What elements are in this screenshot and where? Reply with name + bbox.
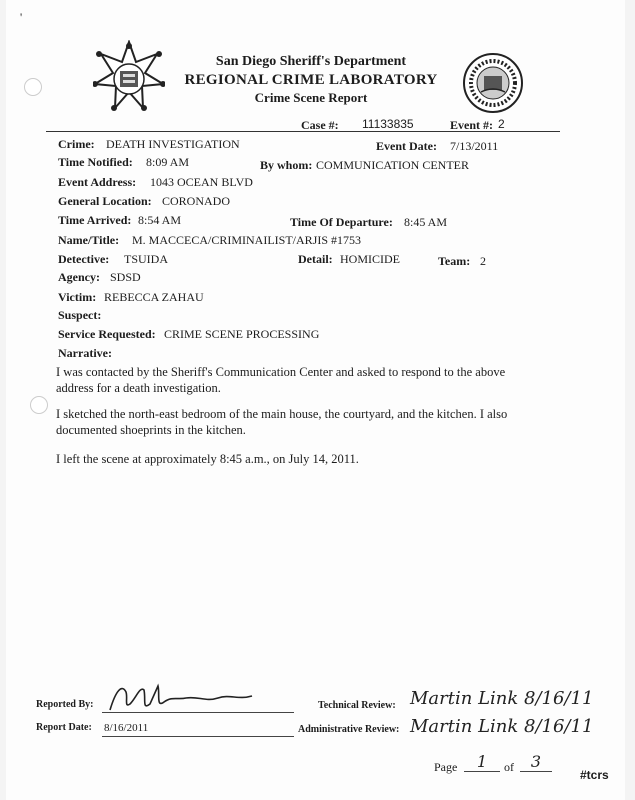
detective-value: TSUIDA	[124, 252, 168, 266]
time-departure-value: 8:45 AM	[404, 215, 448, 229]
time-notified-value: 8:09 AM	[146, 155, 190, 169]
punch-hole-middle	[30, 396, 48, 414]
technical-review-label: Technical Review:	[318, 700, 396, 711]
reported-by-signature	[106, 680, 256, 716]
case-label: Case #:	[301, 118, 339, 132]
time-arrived-label: Time Arrived:	[58, 213, 132, 227]
suspect-label: Suspect:	[58, 308, 102, 322]
event-address-label: Event Address:	[58, 175, 137, 189]
technical-review-signature: Martin Link 8/16/11	[410, 688, 594, 709]
name-title-value: M. MACCECA/CRIMINAILIST/ARJIS #1753	[132, 233, 362, 247]
time-arrived-value: 8:54 AM	[138, 213, 182, 227]
by-whom-value: COMMUNICATION CENTER	[316, 158, 469, 172]
narrative-label: Narrative:	[58, 346, 112, 360]
reported-by-label: Reported By:	[36, 699, 94, 710]
event-date-label: Event Date:	[376, 139, 437, 153]
report-page	[6, 0, 625, 800]
detective-label: Detective:	[58, 252, 110, 266]
team-label: Team:	[438, 254, 471, 268]
name-title-label: Name/Title:	[58, 233, 120, 247]
page-total: 3	[520, 752, 552, 772]
victim-value: REBECCA ZAHAU	[104, 290, 204, 304]
crime-label: Crime:	[58, 137, 95, 151]
time-departure-label: Time Of Departure:	[290, 215, 393, 229]
administrative-review-label: Administrative Review:	[298, 724, 400, 735]
event-number: 2	[498, 117, 505, 131]
punch-hole-top	[24, 78, 42, 96]
event-date-value: 7/13/2011	[450, 139, 499, 153]
page-label: Page	[434, 760, 458, 774]
event-address-value: 1043 OCEAN BLVD	[150, 175, 253, 189]
department-title: San Diego Sheriff's Department	[215, 54, 407, 69]
header-rule	[46, 131, 560, 132]
report-date-value: 8/16/2011	[104, 722, 149, 734]
detail-value: HOMICIDE	[340, 252, 400, 266]
victim-label: Victim:	[58, 290, 97, 304]
detail-label: Detail:	[298, 252, 333, 266]
narrative-paragraph: I sketched the north-east bedroom of the main house, the courtyard, and the kitchen. I also documented shoeprints in the kitchen.	[56, 407, 508, 437]
page-number: 1	[464, 752, 500, 772]
team-value: 2	[480, 254, 486, 268]
general-location-value: CORONADO	[162, 194, 231, 208]
event-number-label: Event #:	[450, 118, 493, 132]
report-date-line	[102, 736, 294, 737]
agency-label: Agency:	[58, 270, 100, 284]
source-tag: #tcrs	[580, 768, 609, 782]
report-title: Crime Scene Report	[254, 90, 368, 105]
report-date-label: Report Date:	[36, 722, 92, 733]
agency-value: SDSD	[110, 270, 141, 284]
general-location-label: General Location:	[58, 194, 152, 208]
case-number: 11133835	[362, 117, 414, 131]
narrative-paragraph: I left the scene at approximately 8:45 a.m., on July 14, 2011.	[56, 452, 359, 466]
time-notified-label: Time Notified:	[58, 155, 133, 169]
service-requested-value: CRIME SCENE PROCESSING	[164, 327, 320, 341]
sheriff-star-icon	[93, 40, 165, 112]
by-whom-label: By whom:	[260, 158, 313, 172]
lab-title: REGIONAL CRIME LABORATORY	[184, 72, 438, 88]
margin-mark: '	[20, 10, 23, 24]
crime-value: DEATH INVESTIGATION	[106, 137, 240, 151]
administrative-review-signature: Martin Link 8/16/11	[410, 716, 594, 737]
of-label: of	[504, 760, 514, 774]
narrative-paragraph: I was contacted by the Sheriff's Communication Center and asked to respond to the above address for a death investigation.	[56, 365, 506, 395]
county-seal-icon	[462, 52, 524, 114]
service-requested-label: Service Requested:	[58, 327, 156, 341]
